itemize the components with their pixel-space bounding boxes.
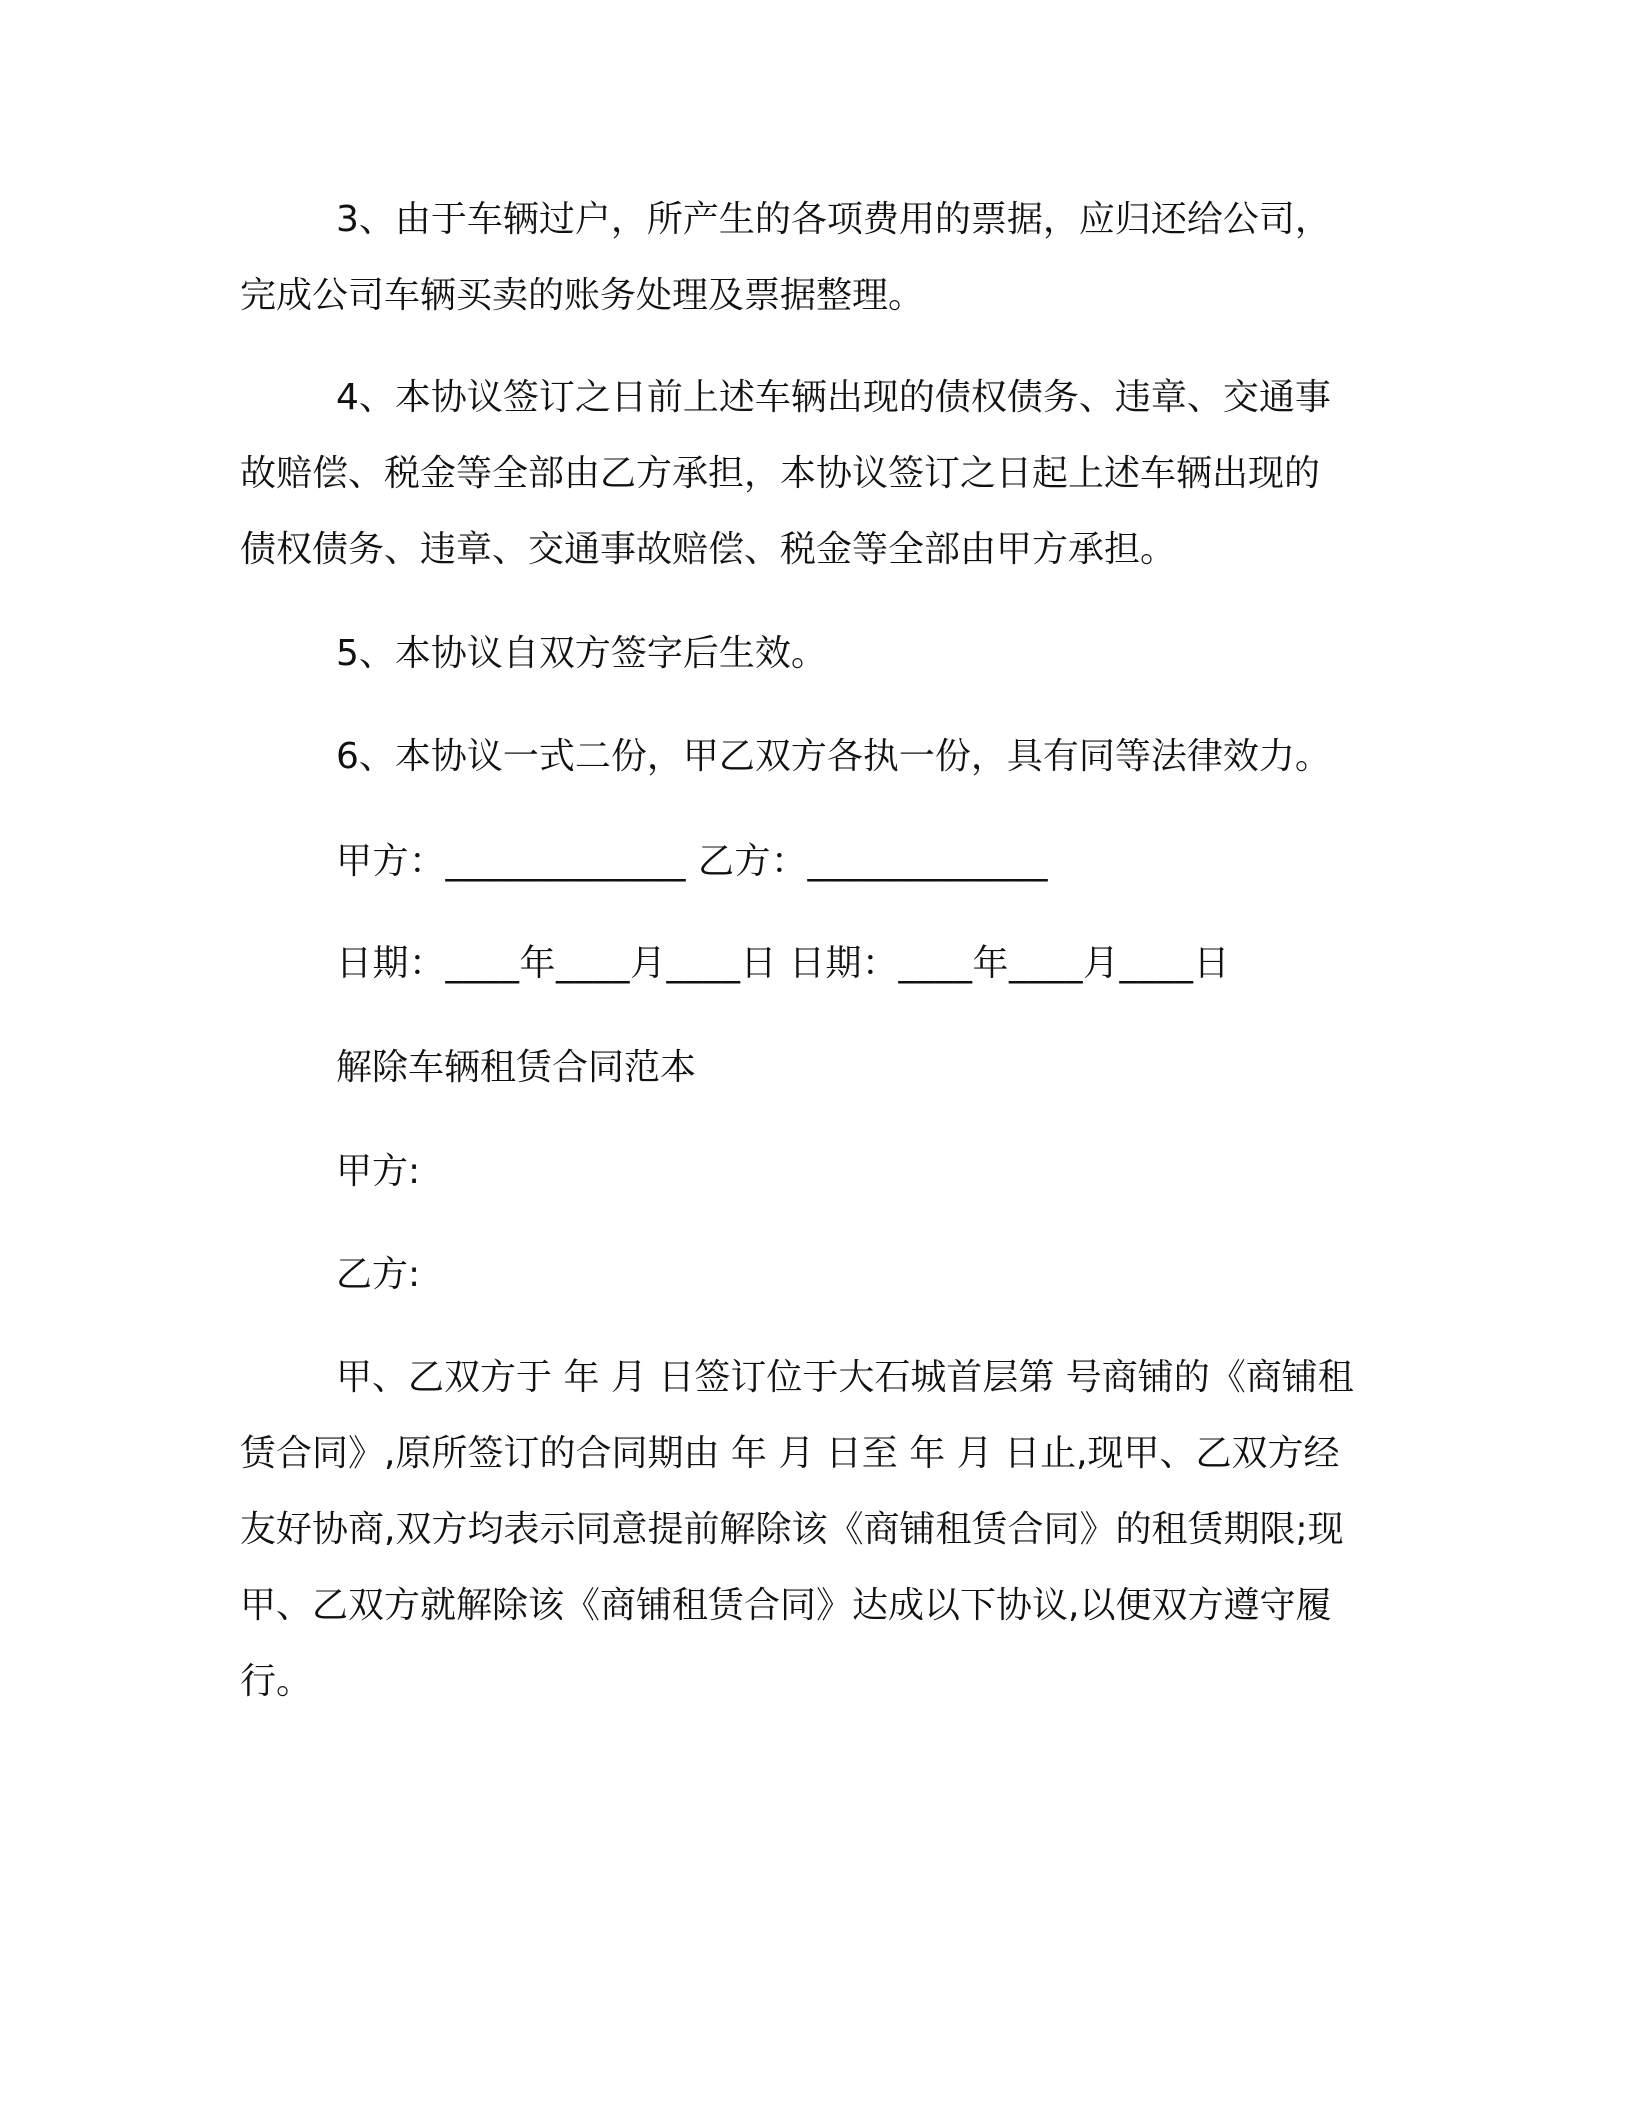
clause-6: 6、本协议一式二份，甲乙双方各执一份，具有同等法律效力。 [336,736,1331,777]
intro-line-3: 友好协商,双方均表示同意提前解除该《商铺租赁合同》的租赁期限;现 [240,1509,1344,1550]
clause-4-line-1: 4、本协议签订之日前上述车辆出现的债权债务、违章、交通事 [336,377,1331,418]
date-row: 日期：____年____月____日 日期：____年____月____日 [336,943,1230,984]
clause-3-line-1: 3、由于车辆过户，所产生的各项费用的票据，应归还给公司， [336,199,1331,240]
party-b-label: 乙方: [336,1254,421,1295]
intro-line-4: 甲、乙双方就解除该《商铺租赁合同》达成以下协议,以便双方遵守履 [240,1585,1332,1626]
signature-row: 甲方：_____________ 乙方：_____________ [336,841,1048,882]
intro-line-1: 甲、乙双方于 年 月 日签订位于大石城首层第 号商铺的《商铺租 [336,1357,1354,1398]
intro-line-5: 行。 [240,1661,313,1702]
second-document-title: 解除车辆租赁合同范本 [336,1047,697,1088]
intro-line-2: 赁合同》,原所签订的合同期由 年 月 日至 年 月 日止,现甲、乙双方经 [240,1433,1340,1474]
clause-4-line-2: 故赔偿、税金等全部由乙方承担，本协议签订之日起上述车辆出现的 [240,453,1321,494]
clause-5: 5、本协议自双方签字后生效。 [336,633,827,674]
party-a-label: 甲方: [336,1151,421,1192]
clause-3-line-2: 完成公司车辆买卖的账务处理及票据整理。 [240,275,925,316]
clause-4-line-3: 债权债务、违章、交通事故赔偿、税金等全部由甲方承担。 [240,529,1177,570]
